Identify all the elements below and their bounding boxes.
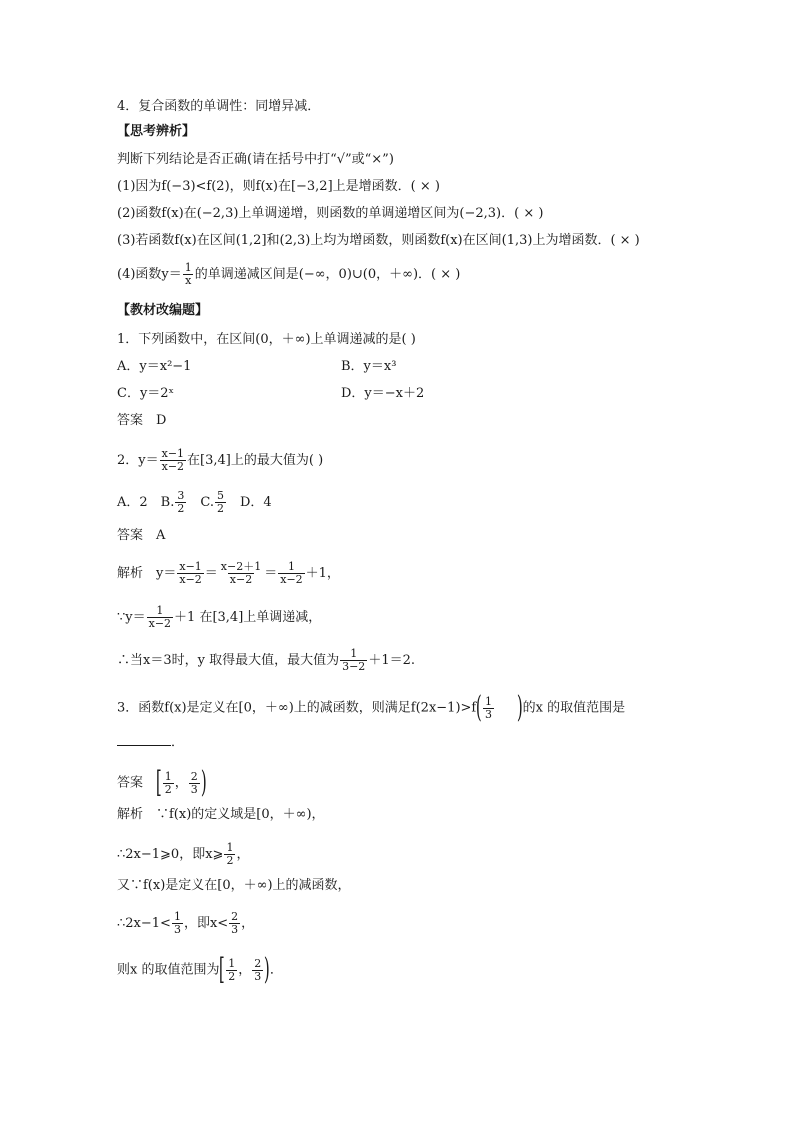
q1-option-c: C．y＝2ˣ bbox=[117, 386, 175, 401]
q3-sol4-den2: 3 bbox=[231, 923, 239, 936]
q2-opt-c-den: 2 bbox=[216, 502, 224, 515]
q3-answer-label: 答案 bbox=[117, 775, 157, 791]
q3-pre: 3．函数f(x)是定义在[0，＋∞)上的减函数，则满足f(2x−1)>f bbox=[117, 700, 477, 716]
q2-sol-frac1 bbox=[177, 561, 203, 586]
q2-opt-a: A．2 B. bbox=[117, 495, 175, 510]
q3-ans-sep: ， bbox=[174, 775, 188, 791]
q3-sol4-mid: ，即x< bbox=[183, 916, 229, 931]
q2-sol-f3n: 1 bbox=[287, 560, 295, 573]
section-4-text: 4．复合函数的单调性：同增异减． bbox=[117, 99, 321, 114]
q1-options-row1 bbox=[117, 358, 677, 376]
q3-sol4-frac2 bbox=[229, 911, 240, 936]
q3-answer bbox=[117, 765, 207, 800]
q3-sol5-right-paren: ) bbox=[264, 952, 270, 987]
q3-arg-den: 3 bbox=[484, 707, 492, 721]
q2-solution-2 bbox=[117, 605, 321, 630]
q3-sol5-n1: 1 bbox=[228, 956, 236, 970]
q2-because-den: x−2 bbox=[148, 617, 172, 630]
q3-sol2-pre: ∴2x−1⩾0，即x⩾ bbox=[117, 847, 224, 862]
q3-blank-end: ． bbox=[171, 735, 185, 750]
q3-sol2-den: 2 bbox=[226, 854, 234, 867]
q2-because-num: 1 bbox=[156, 604, 164, 617]
q2-sol-frac2 bbox=[219, 561, 263, 586]
q2-sol-f1n: x−1 bbox=[179, 560, 202, 573]
q2-options bbox=[117, 490, 272, 515]
q3-arg-num: 1 bbox=[484, 694, 492, 708]
q2-num: x−1 bbox=[161, 447, 185, 460]
j4-num: 1 bbox=[184, 261, 192, 274]
q3-solution-3: 又∵f(x)是定义在[0，＋∞)上的减函数， bbox=[117, 878, 351, 893]
q3-sol5-post: ． bbox=[269, 962, 283, 978]
q3-sol4-num2: 2 bbox=[231, 910, 239, 923]
q3-sol5-d1: 2 bbox=[228, 969, 236, 983]
q2-solution-1 bbox=[117, 561, 340, 586]
q1-option-b: B．y＝x³ bbox=[341, 359, 397, 374]
q2-eq1: ＝ bbox=[204, 566, 218, 581]
q2-opt-c-frac bbox=[215, 490, 226, 515]
q3-sol2-frac bbox=[224, 842, 235, 867]
j4-pre: (4)函数y＝ bbox=[117, 267, 182, 282]
q3-sol5-frac1 bbox=[226, 958, 237, 983]
j4-den: x bbox=[185, 274, 192, 287]
q2-therefore-num: 1 bbox=[350, 647, 358, 660]
q3-solution-4 bbox=[117, 911, 254, 936]
q3-sol5-sep: ， bbox=[238, 962, 252, 978]
q3-sol4-frac1 bbox=[172, 911, 183, 936]
q3-ans-d1: 2 bbox=[164, 782, 172, 796]
judge-item-4 bbox=[117, 262, 460, 287]
q1-option-d: D．y＝−x＋2 bbox=[341, 386, 425, 401]
q3-stem bbox=[117, 690, 626, 725]
judge-intro: 判断下列结论是否正确(请在括号中打“√”或“×”) bbox=[117, 152, 394, 167]
q2-opt-c-num: 5 bbox=[216, 489, 224, 502]
q3-ans-frac1 bbox=[163, 771, 174, 796]
j4-fraction bbox=[183, 262, 194, 287]
q3-solution-1: 解析 ∵f(x)的定义域是[0，＋∞)， bbox=[117, 807, 325, 822]
q2-therefore-frac bbox=[340, 648, 367, 673]
think-title: 【思考辨析】 bbox=[117, 124, 196, 139]
q3-sol2-post: ， bbox=[236, 847, 250, 862]
q2-eq2: ＝ bbox=[264, 566, 278, 581]
q2-sol-tail: ＋1， bbox=[305, 566, 340, 581]
j4-post: 的单调递减区间是(−∞，0)∪(0，＋∞)．( × ) bbox=[194, 267, 461, 282]
q2-sol-f1d: x−2 bbox=[179, 573, 202, 586]
q3-ans-frac2 bbox=[189, 771, 200, 796]
q3-blank-line bbox=[117, 733, 184, 752]
q2-therefore-pre: ∴当x＝3时，y 取得最大值，最大值为 bbox=[117, 653, 340, 668]
q3-sol2-num: 1 bbox=[226, 841, 234, 854]
q2-opt-d: D．4 bbox=[226, 495, 272, 510]
q3-ans-d2: 3 bbox=[190, 782, 198, 796]
q3-arg-frac bbox=[483, 696, 494, 721]
q3-sol4-num1: 1 bbox=[173, 910, 181, 923]
q2-therefore-post: ＋1＝2. bbox=[368, 653, 415, 668]
q2-sol-f3d: x−2 bbox=[280, 573, 303, 586]
q2-opt-c-pre: C. bbox=[187, 495, 214, 510]
q2-fraction bbox=[160, 448, 186, 473]
q3-ans-right-paren: ) bbox=[200, 765, 207, 800]
q2-because-pre: ∵y＝ bbox=[117, 610, 146, 625]
q2-sol-f2d: x−2 bbox=[229, 573, 253, 586]
q3-post: 的x 的取值范围是 bbox=[522, 700, 626, 716]
q3-sol4-post: ， bbox=[241, 916, 255, 931]
q3-sol5-pre: 则x 的取值范围为 bbox=[117, 962, 220, 978]
q2-den: x−2 bbox=[161, 460, 185, 473]
q1-stem: 1．下列函数中，在区间(0，＋∞)上单调递减的是( ) bbox=[117, 332, 416, 347]
q2-sol-f2n: x−2＋1 bbox=[220, 560, 262, 573]
q2-pre: 2．y＝ bbox=[117, 453, 159, 468]
q3-sol4-pre: ∴2x−1< bbox=[117, 916, 171, 931]
q2-solution-3 bbox=[117, 648, 415, 673]
q3-solution-5 bbox=[117, 952, 283, 987]
q2-opt-b-den: 2 bbox=[177, 502, 185, 515]
judge-item-3: (3)若函数f(x)在区间(1,2]和(2,3)上均为增函数，则函数f(x)在区间(1,3)上为增函数．( × ) bbox=[117, 233, 640, 248]
q2-answer: 答案 A bbox=[117, 528, 166, 543]
q3-ans-n1: 1 bbox=[164, 769, 172, 783]
q2-opt-b-frac bbox=[175, 490, 186, 515]
q3-sol4-den1: 3 bbox=[173, 923, 181, 936]
q1-options-row2 bbox=[117, 385, 677, 403]
q3-ans-n2: 2 bbox=[190, 769, 198, 783]
q3-ans-left-bracket: [ bbox=[155, 765, 162, 800]
q3-sol5-frac2 bbox=[252, 958, 263, 983]
q3-sol5-left-bracket: [ bbox=[219, 952, 226, 987]
q2-sol-frac3 bbox=[278, 561, 304, 586]
q2-post: 在[3,4]上的最大值为( ) bbox=[187, 453, 324, 468]
q2-because-post: ＋1 在[3,4]上单调递减， bbox=[174, 610, 322, 625]
q3-sol5-n2: 2 bbox=[254, 956, 262, 970]
q2-opt-b-num: 3 bbox=[177, 489, 185, 502]
judge-item-2: (2)函数f(x)在(−2,3)上单调递增，则函数的单调递增区间为(−2,3)．( × ) bbox=[117, 206, 544, 221]
q2-because-frac bbox=[147, 605, 173, 630]
q3-sol5-d2: 3 bbox=[254, 969, 262, 983]
q1-option-a: A．y＝x²−1 bbox=[117, 359, 192, 374]
q3-left-paren: ( bbox=[476, 690, 483, 725]
q2-sol-label: 解析 y＝ bbox=[117, 566, 177, 581]
textbook-title: 【教材改编题】 bbox=[117, 303, 209, 318]
judge-item-1: (1)因为f(−3)<f(2)，则f(x)在[−3,2]上是增函数．( × ) bbox=[117, 179, 440, 194]
q1-answer: 答案 D bbox=[117, 413, 167, 428]
q2-therefore-den: 3−2 bbox=[342, 660, 366, 673]
q3-solution-2 bbox=[117, 842, 249, 867]
q3-answer-blank[interactable] bbox=[117, 733, 171, 746]
q2-stem bbox=[117, 448, 323, 473]
q3-right-paren: ) bbox=[516, 690, 523, 725]
